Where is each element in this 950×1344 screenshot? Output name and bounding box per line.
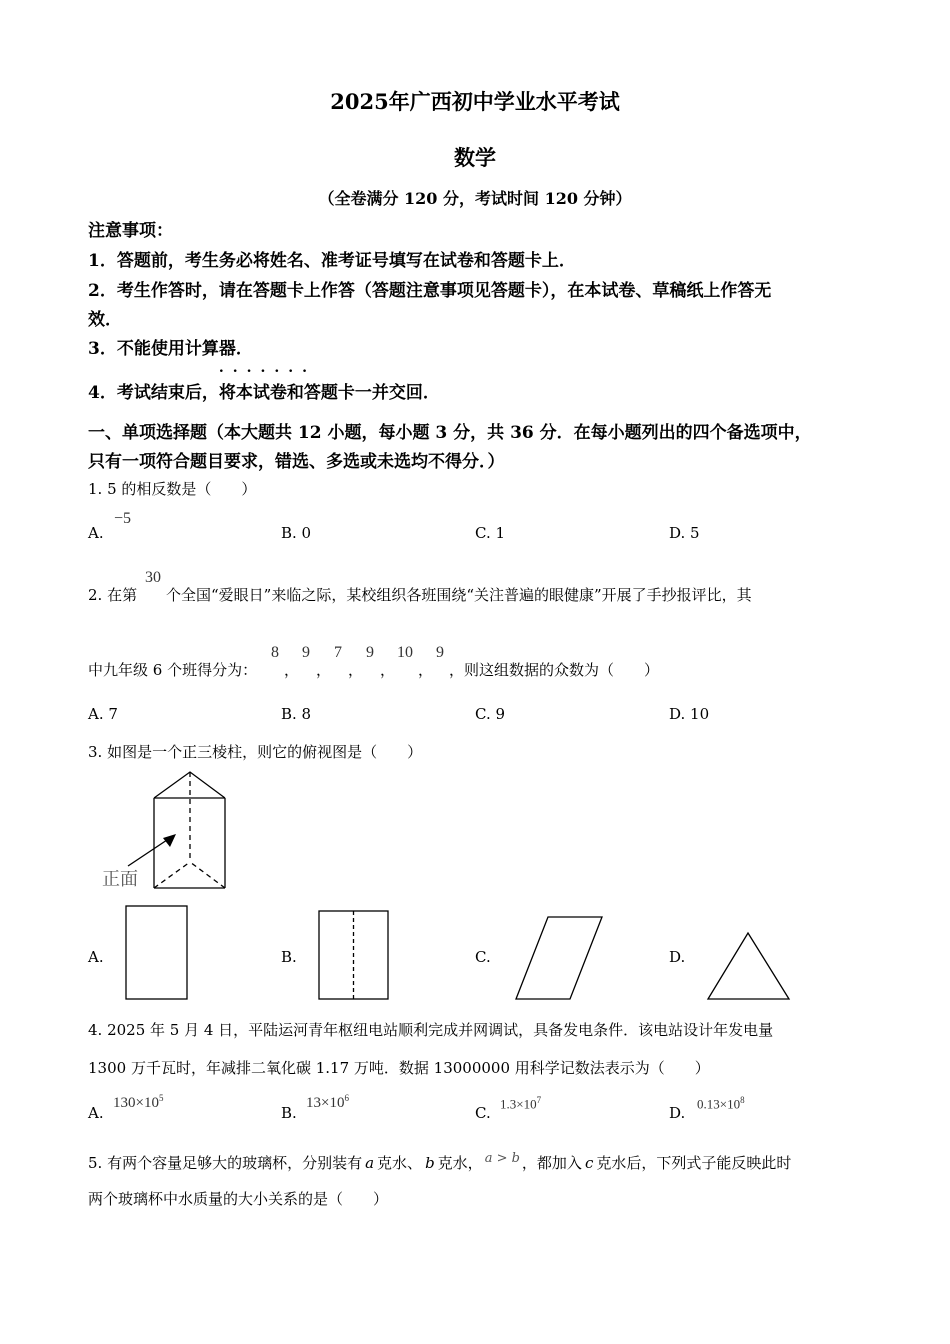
q3-option-d: D. xyxy=(669,948,686,966)
q5-var-a: a xyxy=(365,1154,375,1172)
notice-item-4-prefix: 4．考试结束后， xyxy=(88,383,219,403)
notice-item-4-suffix: 一并交回． xyxy=(354,383,440,403)
q4-option-b-math: $13\times 10^6$ xyxy=(306,1093,349,1111)
q2-score-1: 8 xyxy=(271,644,279,661)
q1-option-d: D. 5 xyxy=(669,524,700,542)
q5-var-b: b xyxy=(425,1154,435,1172)
q2-line2-suffix: ，则这组数据的众数为（ ） xyxy=(449,661,660,679)
q2-score-5: 10 xyxy=(397,644,413,661)
notice-item-3: 3．不能使用计算器． xyxy=(88,339,253,359)
q4-option-d: D. xyxy=(669,1104,686,1122)
notice-item-1: 1．答题前，考生务必将姓名、准考证号填写在试卷和答题卡上． xyxy=(88,251,576,271)
notice-item-2-cont: 效． xyxy=(88,310,122,330)
q2-comma: ， xyxy=(348,661,364,679)
q1-option-c: C. 1 xyxy=(475,524,506,542)
q2-score-2: 9 xyxy=(302,644,310,661)
exam-note: （全卷满分 120 分，考试时间 120 分钟） xyxy=(318,189,632,208)
q3-option-a-rectangle xyxy=(126,906,187,999)
q2-line2-prefix: 中九年级 6 个班得分为： xyxy=(88,661,258,679)
notice-item-4-emphasis: ....... 将本试卷和答题卡 xyxy=(218,360,355,403)
q4-option-b: B. xyxy=(281,1104,297,1122)
q2-option-a: A. 7 xyxy=(88,705,118,723)
q1-option-a-math: −5 xyxy=(114,510,132,527)
q2-comma: ， xyxy=(380,661,396,679)
q4-stem-line2: 1300 万千瓦时，年减排二氧化碳 1.17 万吨．数据 13000000 用科学记数法表示为（ ） xyxy=(88,1059,710,1077)
subject-title: 数学 xyxy=(454,145,496,170)
q2-comma: ， xyxy=(316,661,332,679)
q1-option-b: B. 0 xyxy=(281,524,312,542)
q4-option-c-math: $1.3\times 10^7$ xyxy=(500,1095,542,1112)
emphasis-dots: ....... xyxy=(218,360,316,376)
q2-score-4: 9 xyxy=(366,644,374,661)
q3-front-label: 正面 xyxy=(102,869,138,890)
q1-stem: 1. 5 的相反数是（ ） xyxy=(88,480,257,498)
q2-option-d: D. 10 xyxy=(669,705,710,723)
q2-option-b: B. 8 xyxy=(281,705,312,723)
q5-stem-line2: 两个玻璃杯中水质量的大小关系的是（ ） xyxy=(88,1190,389,1208)
notice-heading: 注意事项： xyxy=(88,221,173,241)
q2-number-30: 30 xyxy=(145,569,161,586)
q3-option-a: A. xyxy=(88,948,104,966)
q3-option-c-parallelogram xyxy=(516,917,602,999)
q3-stem: 3. 如图是一个正三棱柱，则它的俯视图是（ ） xyxy=(88,743,423,761)
q4-stem-line1: 4. 2025 年 5 月 4 日，平陆运河青年枢纽电站顺利完成并网调试，具备发电条件．该电站设计年发电量 xyxy=(88,1021,774,1039)
q4-option-c: C. xyxy=(475,1104,491,1122)
q1-option-a: A. xyxy=(88,524,104,542)
q3-option-c: C. xyxy=(475,948,491,966)
q3-option-d-triangle xyxy=(708,933,789,999)
q2-comma: ， xyxy=(418,661,434,679)
q2-stem-part1: 2. 在第 xyxy=(88,586,138,604)
q2-stem-part2: 个全国“爱眼日”来临之际，某校组织各班围绕“关注普遍的眼健康”开展了手抄报评比，其 xyxy=(166,586,752,604)
q4-option-d-math: $0.13\times 10^8$ xyxy=(697,1095,745,1112)
section-1-intro-line1: 一、单项选择题（本大题共 12 小题，每小题 3 分，共 36 分．在每小题列出的四个备选项中， xyxy=(88,423,812,443)
q2-option-c: C. 9 xyxy=(475,705,506,723)
q4-option-a-math: $130\times 10^5$ xyxy=(113,1093,164,1111)
exam-title: 2025年广西初中学业水平考试 xyxy=(330,89,620,114)
q3-option-b: B. xyxy=(281,948,297,966)
section-1-intro-line2: 只有一项符合题目要求，错选、多选或未选均不得分．） xyxy=(88,452,505,472)
q5-condition: a > b xyxy=(484,1151,520,1166)
q2-score-3: 7 xyxy=(334,644,342,661)
q4-option-a: A. xyxy=(88,1104,104,1122)
q5-var-c: c xyxy=(584,1154,594,1172)
q2-score-6: 9 xyxy=(436,644,444,661)
q2-comma: ， xyxy=(284,661,300,679)
notice-item-2: 2．考生作答时，请在答题卡上作答（答题注意事项见答题卡），在本试卷、草稿纸上作答无 xyxy=(88,281,772,301)
q5-stem-line1: 5. 有两个容量足够大的玻璃杯，分别装有 a 克水、 b 克水， a > b ，都加入 c 克水后，下列式子能反映此时 xyxy=(88,1151,792,1172)
